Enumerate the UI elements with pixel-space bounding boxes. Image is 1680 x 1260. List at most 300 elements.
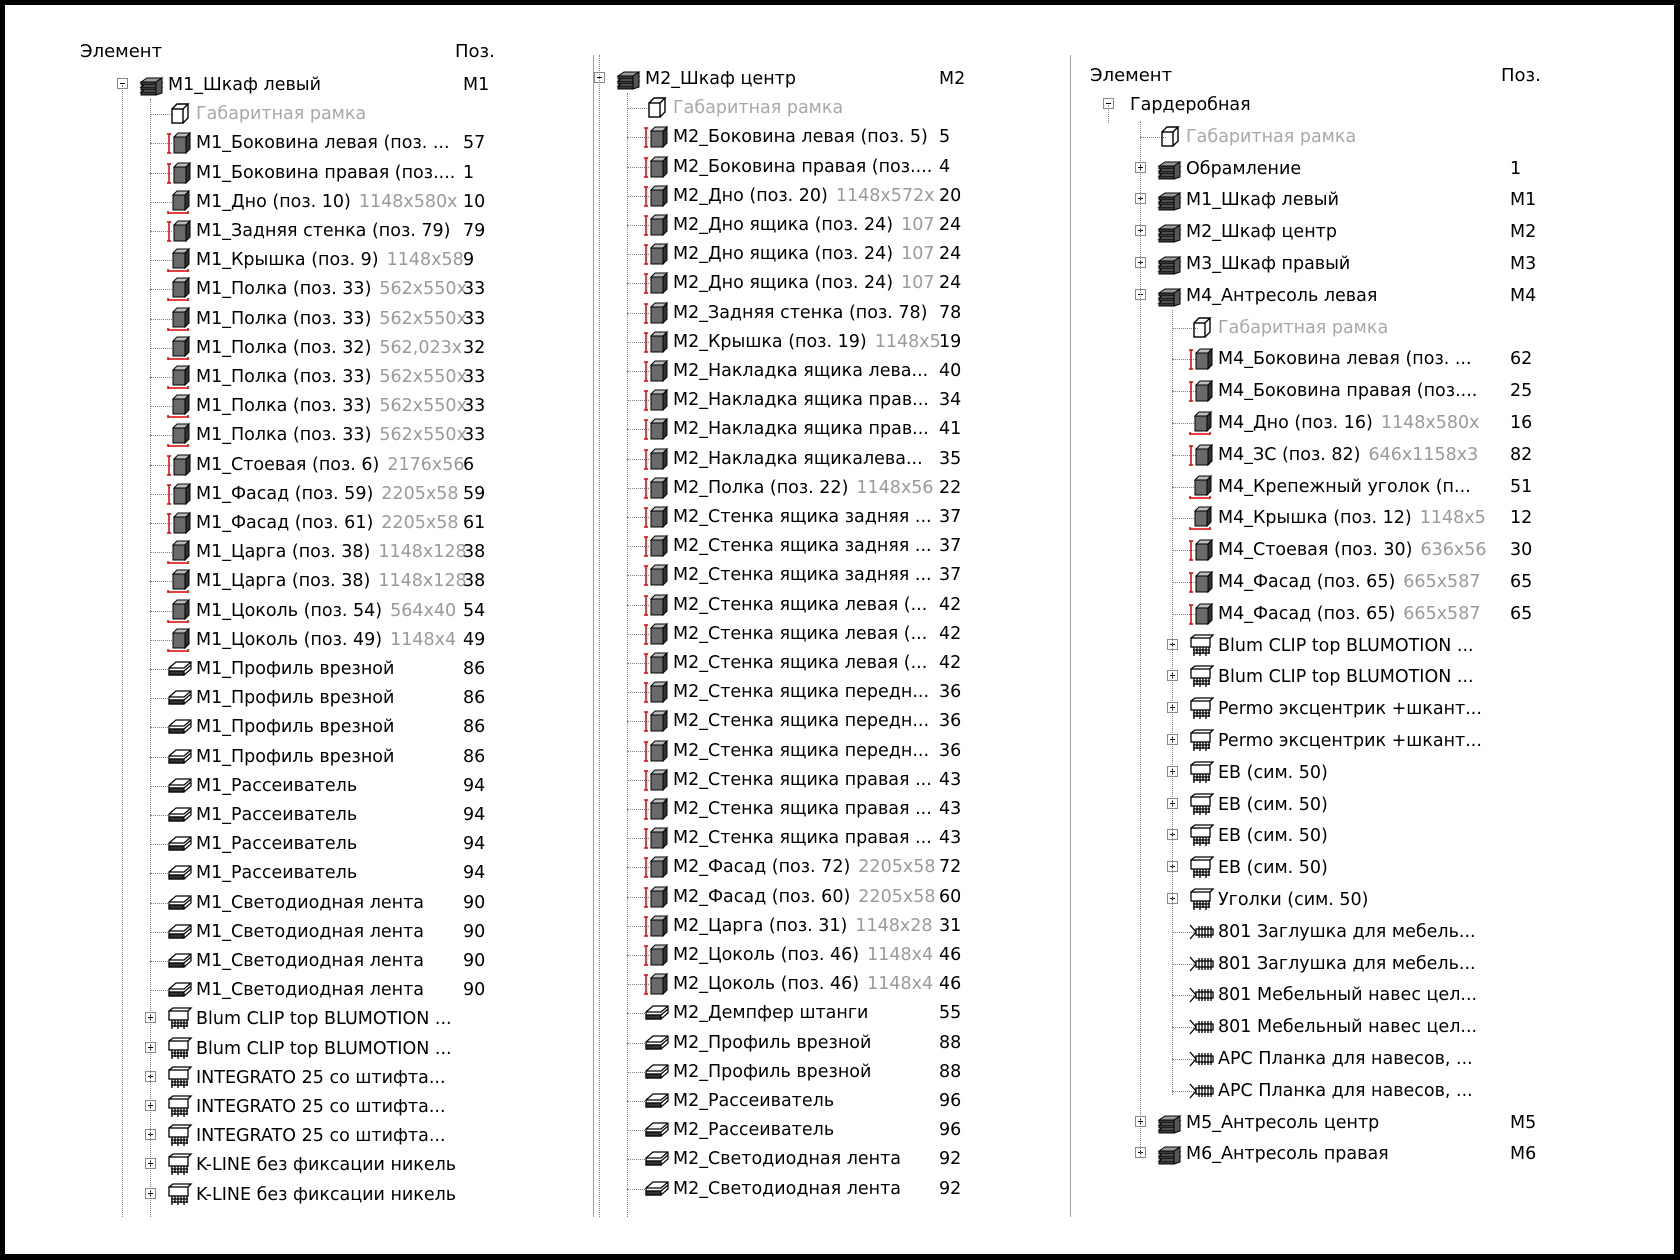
tree-node[interactable] (1073, 473, 1673, 502)
column-header-element[interactable]: Элемент (1090, 65, 1173, 86)
node-label (673, 912, 933, 941)
panel-vertical-icon (643, 155, 669, 179)
panel-vertical-icon (166, 131, 192, 155)
node-label (673, 445, 933, 474)
tree-node[interactable] (5, 801, 565, 830)
node-label-text: 801 Заглушка для мебель... (1218, 921, 1476, 942)
node-position: 43 (939, 799, 962, 819)
node-label-text: М2_Дно ящика (поз. 24) (673, 215, 894, 235)
tree-node[interactable] (577, 620, 1065, 649)
tree-node[interactable] (5, 100, 565, 129)
node-dimensions: 562x550x (379, 308, 467, 329)
tree-node[interactable] (5, 1093, 565, 1122)
tree-node[interactable] (5, 597, 565, 626)
node-label-text: М2_Дно ящика (поз. 24) (673, 273, 894, 294)
node-label (1218, 791, 1504, 820)
node-position: 55 (939, 1003, 962, 1024)
tree-node[interactable] (1073, 727, 1673, 756)
tree-node[interactable] (1073, 854, 1673, 883)
node-label (196, 305, 467, 334)
node-label (196, 159, 457, 188)
panel-vertical-icon (166, 511, 192, 535)
tree-node[interactable] (1073, 632, 1673, 661)
tree-node[interactable] (5, 538, 565, 567)
node-dimensions: 1148x28 (855, 915, 933, 936)
node-position: 24 (939, 215, 962, 235)
node-label (1218, 1077, 1504, 1106)
tree-node[interactable] (577, 766, 1065, 795)
tree-node[interactable] (577, 649, 1065, 678)
panel-vertical-icon (1188, 347, 1214, 371)
tree-node[interactable] (5, 830, 565, 859)
tree-node[interactable] (5, 392, 565, 421)
column-header-element[interactable]: Элемент (80, 41, 163, 62)
profile-icon (166, 832, 192, 856)
tree-node[interactable] (577, 386, 1065, 415)
hardware-icon (1188, 888, 1214, 912)
fastener-icon (1188, 1079, 1214, 1103)
node-dimensions: 562x550x (379, 396, 467, 417)
node-dimensions: 2176x56 (387, 454, 465, 475)
node-position: 36 (939, 711, 962, 732)
node-label-text: Гардеробная (1130, 95, 1251, 115)
node-position: 36 (939, 740, 962, 761)
node-position: 43 (939, 769, 962, 790)
node-label-text: М5_Антресоль центр (1186, 1112, 1380, 1133)
node-label-text: М1_Полка (поз. 33) (196, 367, 372, 387)
node-label-text: М2_Светодиодная лента (673, 1149, 902, 1170)
node-dimensions: 2205x58 (858, 857, 936, 878)
node-label (196, 1151, 457, 1180)
profile-icon (166, 861, 192, 885)
profile-icon (643, 1147, 669, 1171)
tree-node[interactable] (5, 713, 565, 742)
tree-node[interactable] (1073, 250, 1673, 279)
tree-node[interactable] (1073, 568, 1673, 597)
node-position: М1 (463, 75, 490, 95)
node-label (1186, 155, 1504, 184)
node-label (673, 415, 933, 444)
tree-node[interactable] (5, 421, 565, 450)
node-position: 82 (1510, 444, 1533, 465)
node-label (673, 707, 933, 736)
node-position: 88 (939, 1032, 962, 1053)
node-label-text: М2_Стенка ящика передн... (673, 682, 930, 703)
tree-node[interactable] (1073, 314, 1673, 343)
node-position: 54 (463, 600, 486, 621)
node-dimensions: 636x56 (1420, 540, 1487, 561)
tree-node[interactable] (5, 684, 565, 713)
node-label (196, 772, 457, 801)
tree-node[interactable] (5, 743, 565, 772)
tree-node[interactable] (1073, 186, 1673, 215)
tree-node[interactable] (577, 153, 1065, 182)
tree-node[interactable] (577, 445, 1065, 474)
node-label-text: ЕВ (сим. 50) (1218, 858, 1328, 879)
tree-node[interactable] (1073, 345, 1673, 374)
node-label-text: АРС Планка для навесов, ... (1218, 1049, 1473, 1069)
node-position: 38 (463, 542, 486, 563)
tree-node[interactable] (5, 305, 565, 334)
tree-node[interactable] (5, 246, 565, 275)
node-position: 37 (939, 565, 962, 586)
assembly-icon (615, 67, 641, 91)
node-label-text: М1_Профиль врезной (196, 717, 395, 738)
tree-node[interactable] (577, 1116, 1065, 1145)
tree-node[interactable] (5, 918, 565, 947)
node-label-text: М1_Крышка (поз. 9) (196, 250, 379, 271)
tree-node[interactable] (1073, 409, 1673, 438)
tree-node[interactable] (5, 655, 565, 684)
tree-node[interactable] (577, 240, 1065, 269)
tree-root-node[interactable] (5, 71, 565, 100)
tree-node[interactable] (1073, 536, 1673, 565)
hardware-icon (1188, 634, 1214, 658)
tree-node[interactable] (1073, 441, 1673, 470)
node-position: 90 (463, 951, 486, 971)
tree-node[interactable] (577, 211, 1065, 240)
node-label (168, 71, 457, 100)
tree-node[interactable] (1073, 1109, 1673, 1138)
node-label (673, 970, 933, 999)
tree-node[interactable] (5, 188, 565, 217)
node-label-text: Blum CLIP top BLUMOTION ... (1218, 635, 1474, 656)
node-position: 65 (1510, 572, 1533, 592)
node-label-text: М1_Шкаф левый (1186, 190, 1339, 211)
node-position: 32 (463, 337, 486, 358)
tree-node[interactable] (1073, 950, 1673, 979)
node-label (196, 567, 467, 596)
node-label-text: М2_Задняя стенка (поз. 78) (673, 302, 928, 323)
node-label-text: Уголки (сим. 50) (1218, 890, 1369, 910)
node-position: 96 (939, 1120, 962, 1141)
tree-node[interactable] (1073, 218, 1673, 247)
node-label-text: М4_Боковина правая (поз.... (1218, 381, 1478, 402)
node-label-text: ЕВ (сим. 50) (1218, 762, 1328, 783)
node-label-text: М1_Стоевая (поз. 6) (196, 454, 380, 475)
tree-node[interactable] (577, 474, 1065, 503)
tree-node[interactable] (5, 1151, 565, 1180)
node-position: 94 (463, 775, 486, 796)
tree-node[interactable] (5, 509, 565, 538)
node-label-text: K-LINE без фиксации никель (196, 1184, 457, 1205)
node-label (196, 509, 457, 538)
node-position: 30 (1510, 540, 1533, 561)
tree-node[interactable] (577, 970, 1065, 999)
node-label (1218, 1013, 1504, 1042)
tree-node[interactable] (577, 707, 1065, 736)
tree-node[interactable] (1073, 981, 1673, 1010)
node-position: 5 (939, 127, 951, 148)
node-label-text: М4_Антресоль левая (1186, 285, 1378, 306)
tree-node[interactable] (5, 889, 565, 918)
node-label (196, 1181, 457, 1210)
tree-node[interactable] (577, 591, 1065, 620)
tree-node[interactable] (5, 159, 565, 188)
tree-node[interactable] (577, 883, 1065, 912)
node-label-text: М2_Цоколь (поз. 46) (673, 974, 860, 995)
node-label-text: М2_Профиль врезной (673, 1032, 872, 1053)
tree-node[interactable] (1073, 886, 1673, 915)
tree-node[interactable] (577, 269, 1065, 298)
node-label (673, 299, 933, 328)
panel-vertical-icon (643, 651, 669, 675)
node-position: 57 (463, 133, 486, 154)
node-label-text: Permo эксцентрик +шкант... (1218, 699, 1482, 720)
node-label (673, 853, 936, 882)
assembly-icon (1156, 220, 1182, 244)
tree-node[interactable] (577, 1175, 1065, 1204)
node-position: 35 (939, 448, 962, 469)
node-label-text: 801 Мебельный навес цел... (1218, 985, 1478, 1006)
node-dimensions: 2205x58 (381, 513, 459, 533)
column-header-position[interactable]: Поз. (455, 41, 495, 62)
tree-node[interactable] (577, 123, 1065, 152)
node-label (673, 737, 933, 766)
tree-node[interactable] (1073, 1045, 1673, 1074)
tree-guide-line (1140, 121, 1141, 1157)
tree-node[interactable] (1073, 155, 1673, 184)
node-label (196, 1064, 457, 1093)
tree-node[interactable] (5, 275, 565, 304)
hardware-icon (166, 1037, 192, 1061)
node-label-text: М2_Цоколь (поз. 46) (673, 945, 860, 965)
node-label-text: М1_Задняя стенка (поз. 79) (196, 221, 451, 241)
panel-horizontal-icon (166, 540, 192, 564)
panel-vertical-icon (643, 622, 669, 646)
hardware-icon (166, 1007, 192, 1031)
node-position: 90 (463, 921, 486, 942)
tree-node[interactable] (577, 1145, 1065, 1174)
tree-guide-line (1172, 310, 1173, 1095)
node-position: 46 (939, 945, 962, 965)
node-label (196, 1035, 457, 1064)
tree-node[interactable] (5, 1035, 565, 1064)
panel-vertical-icon (643, 330, 669, 354)
tree-node[interactable] (1073, 918, 1673, 947)
tree-node[interactable] (577, 795, 1065, 824)
node-label-text: М4_Дно (поз. 16) (1218, 413, 1373, 433)
tree-node[interactable] (577, 941, 1065, 970)
node-dimensions: 1148x580x (1380, 413, 1480, 433)
tree-node[interactable] (5, 1122, 565, 1151)
node-position: 24 (939, 244, 962, 265)
hardware-icon (166, 1066, 192, 1090)
node-label (1218, 663, 1504, 692)
tree-root-node[interactable] (577, 65, 1065, 94)
tree-node[interactable] (577, 94, 1065, 123)
tree-node[interactable] (577, 415, 1065, 444)
tree-node[interactable] (5, 626, 565, 655)
tree-node[interactable] (1073, 791, 1673, 820)
node-label-text: М2_Крышка (поз. 19) (673, 331, 867, 352)
tree-node[interactable] (5, 217, 565, 246)
node-label (1218, 314, 1504, 343)
tree-node[interactable] (577, 182, 1065, 211)
tree-node[interactable] (5, 1064, 565, 1093)
node-position: 96 (939, 1091, 962, 1111)
tree-node[interactable] (577, 999, 1065, 1028)
panel-vertical-icon (643, 388, 669, 412)
node-label-text: М2_Стенка ящика задняя ... (673, 507, 932, 527)
node-position: 61 (463, 513, 486, 533)
panel-horizontal-icon (1188, 475, 1214, 499)
panel-vertical-icon (643, 855, 669, 879)
tree-node[interactable] (1073, 123, 1673, 152)
node-label (1218, 409, 1504, 438)
node-label-text: М1_Полка (поз. 33) (196, 425, 372, 446)
node-label (1186, 1140, 1504, 1169)
tree-node[interactable] (5, 567, 565, 596)
node-label-text: Габаритная рамка (1186, 126, 1357, 147)
node-label-text: Blum CLIP top BLUMOTION ... (196, 1009, 452, 1030)
tree-node[interactable] (5, 451, 565, 480)
bbox-icon (1188, 316, 1214, 340)
node-label-text: М1_Полка (поз. 33) (196, 279, 372, 300)
node-position: 1 (1510, 158, 1522, 179)
node-label (196, 1005, 457, 1034)
tree-root-node[interactable] (1073, 91, 1673, 120)
tree-node[interactable] (1073, 822, 1673, 851)
node-position: 90 (463, 892, 486, 913)
tree-node[interactable] (1073, 600, 1673, 629)
panel-vertical-icon (1188, 538, 1214, 562)
tree-node[interactable] (1073, 663, 1673, 692)
assembly-icon (1156, 188, 1182, 212)
tree-node[interactable] (5, 129, 565, 158)
tree-node[interactable] (577, 853, 1065, 882)
hardware-icon (166, 1095, 192, 1119)
node-label (1186, 186, 1504, 215)
node-dimensions: 562x550x (379, 279, 467, 300)
tree-node[interactable] (5, 1005, 565, 1034)
node-position: 94 (463, 805, 486, 825)
tree-node[interactable] (577, 912, 1065, 941)
hardware-icon (1188, 697, 1214, 721)
node-dimensions: 564x40 (390, 600, 457, 621)
tree-node[interactable] (1073, 282, 1673, 311)
node-dimensions: 562,023x (379, 337, 463, 358)
tree-node[interactable] (1073, 504, 1673, 533)
tree-node[interactable] (1073, 1140, 1673, 1169)
tree-node[interactable] (1073, 695, 1673, 724)
tree-node[interactable] (577, 328, 1065, 357)
node-label (673, 941, 933, 970)
node-label (1218, 504, 1504, 533)
panel-horizontal-icon (1188, 506, 1214, 530)
panel-horizontal-icon (166, 365, 192, 389)
node-label (196, 538, 467, 567)
tree-node[interactable] (5, 859, 565, 888)
node-position: 51 (1510, 476, 1533, 497)
node-label (1218, 568, 1504, 597)
profile-icon (643, 1118, 669, 1142)
tree-node[interactable] (1073, 1077, 1673, 1106)
node-position: 42 (939, 653, 962, 673)
tree-node[interactable] (577, 299, 1065, 328)
node-position: 40 (939, 361, 962, 381)
node-position: 86 (463, 688, 486, 709)
tree-node[interactable] (577, 357, 1065, 386)
tree-node[interactable] (577, 737, 1065, 766)
node-position: 20 (939, 185, 962, 206)
tree-node[interactable] (1073, 377, 1673, 406)
panel-vertical-icon (1188, 443, 1214, 467)
node-label (196, 1122, 457, 1151)
node-dimensions: 107 (901, 244, 935, 265)
node-dimensions: 1148x572x (835, 185, 935, 206)
node-label (196, 421, 467, 450)
tree-node[interactable] (5, 976, 565, 1005)
tree-node[interactable] (577, 1087, 1065, 1116)
panel-vertical-icon (643, 125, 669, 149)
tree-node[interactable] (577, 561, 1065, 590)
panel-vertical-icon (643, 184, 669, 208)
tree-node[interactable] (577, 503, 1065, 532)
panel-vertical-icon (643, 301, 669, 325)
tree-node[interactable] (577, 532, 1065, 561)
node-position: 37 (939, 536, 962, 557)
node-label-text: 801 Мебельный навес цел... (1218, 1017, 1478, 1038)
tree-node[interactable] (577, 1029, 1065, 1058)
tree-node[interactable] (5, 334, 565, 363)
node-position: 33 (463, 396, 486, 417)
node-label (1218, 1045, 1504, 1074)
assembly-icon (1156, 157, 1182, 181)
node-label-text: Blum CLIP top BLUMOTION ... (196, 1038, 452, 1059)
tree-node[interactable] (577, 1058, 1065, 1087)
node-label (196, 859, 457, 888)
node-label-text: М4_Фасад (поз. 65) (1218, 603, 1396, 624)
node-label (673, 357, 933, 386)
tree-node[interactable] (5, 480, 565, 509)
tree-node[interactable] (5, 1181, 565, 1210)
node-dimensions: 1148x580x (358, 191, 458, 212)
tree-panel-m1 (5, 5, 565, 1217)
node-label-text: М6_Антресоль правая (1186, 1144, 1389, 1165)
node-position: 31 (939, 915, 962, 936)
tree-node[interactable] (1073, 759, 1673, 788)
tree-node[interactable] (577, 678, 1065, 707)
node-label (673, 211, 933, 240)
node-label-text: М2_Рассеиватель (673, 1120, 835, 1141)
node-label (196, 392, 467, 421)
assembly-icon (1156, 252, 1182, 276)
node-label (1218, 854, 1504, 883)
panel-vertical-icon (643, 417, 669, 441)
node-label-text: М2_Дно ящика (поз. 24) (673, 244, 894, 265)
node-label (196, 334, 463, 363)
tree-node[interactable] (1073, 1013, 1673, 1042)
column-header-position[interactable]: Поз. (1501, 65, 1541, 86)
node-dimensions: 665x587 (1403, 572, 1481, 592)
node-label-text: М1_Цоколь (поз. 49) (196, 629, 383, 650)
node-label-text: М1_Профиль врезной (196, 746, 395, 767)
panel-vertical-icon (643, 476, 669, 500)
node-label-text: М2_Накладка ящикалева... (673, 448, 923, 469)
tree-node[interactable] (5, 363, 565, 392)
profile-icon (643, 1089, 669, 1113)
panel-vertical-icon (643, 563, 669, 587)
node-label-text: INTEGRATO 25 со штифта... (196, 1126, 446, 1147)
node-position: М2 (1510, 222, 1537, 243)
hardware-icon (166, 1153, 192, 1177)
tree-node[interactable] (5, 947, 565, 976)
tree-node[interactable] (577, 824, 1065, 853)
node-position: 94 (463, 863, 486, 884)
panel-vertical-icon (643, 768, 669, 792)
tree-node[interactable] (5, 772, 565, 801)
